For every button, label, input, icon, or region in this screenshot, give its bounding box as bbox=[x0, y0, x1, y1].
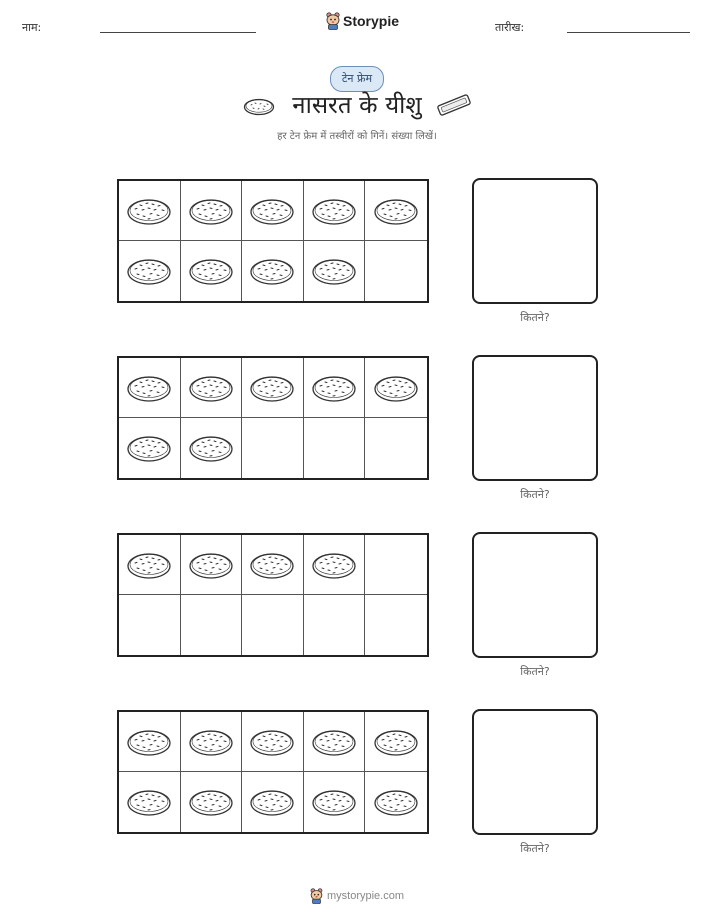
bread-icon bbox=[126, 786, 172, 818]
ten-frame-cell bbox=[365, 772, 427, 832]
bread-icon bbox=[188, 786, 234, 818]
bread-icon bbox=[373, 726, 419, 758]
brick-icon bbox=[435, 92, 473, 118]
answer-box-4[interactable] bbox=[472, 709, 598, 835]
ten-frame-cell bbox=[242, 418, 304, 478]
ten-frame-cell bbox=[181, 712, 243, 772]
date-label: तारीख: bbox=[495, 21, 525, 34]
mascot-icon bbox=[310, 888, 323, 904]
bread-icon bbox=[188, 432, 234, 464]
answer-box-1[interactable] bbox=[472, 178, 598, 304]
bread-icon bbox=[188, 255, 234, 287]
ten-frame-cell bbox=[365, 535, 427, 595]
ten-frame-cell bbox=[304, 418, 366, 478]
name-label: नाम: bbox=[22, 21, 42, 34]
ten-frame-3 bbox=[117, 533, 429, 657]
date-field[interactable] bbox=[567, 32, 690, 33]
bread-icon bbox=[126, 726, 172, 758]
ten-frame-cell bbox=[365, 358, 427, 418]
bread-icon bbox=[311, 255, 357, 287]
ten-frame-cell bbox=[181, 241, 243, 301]
ten-frame-cell bbox=[365, 181, 427, 241]
answer-prompt-4: कितने? bbox=[520, 842, 550, 855]
ten-frame-cell bbox=[119, 358, 181, 418]
ten-frame-cell bbox=[242, 712, 304, 772]
bread-icon bbox=[126, 549, 172, 581]
ten-frame-cell bbox=[181, 358, 243, 418]
ten-frame-cell bbox=[181, 418, 243, 478]
brand-name: Storypie bbox=[343, 13, 400, 29]
bread-icon bbox=[373, 195, 419, 227]
answer-prompt-3: कितने? bbox=[520, 665, 550, 678]
bread-icon bbox=[373, 786, 419, 818]
ten-frame-cell bbox=[119, 772, 181, 832]
ten-frame-cell bbox=[242, 535, 304, 595]
ten-frame-cell bbox=[119, 418, 181, 478]
ten-frame-cell bbox=[181, 772, 243, 832]
mascot-icon bbox=[326, 12, 340, 30]
name-field[interactable] bbox=[100, 32, 256, 33]
bread-icon bbox=[249, 726, 295, 758]
ten-frame-cell bbox=[181, 535, 243, 595]
ten-frame-cell bbox=[242, 772, 304, 832]
bread-icon bbox=[188, 726, 234, 758]
ten-frame-cell bbox=[181, 595, 243, 655]
ten-frame-cell bbox=[365, 712, 427, 772]
ten-frame-cell bbox=[365, 595, 427, 655]
ten-frame-cell bbox=[304, 358, 366, 418]
ten-frame-cell bbox=[119, 241, 181, 301]
ten-frame-cell bbox=[119, 181, 181, 241]
bread-icon bbox=[249, 372, 295, 404]
bread-icon bbox=[311, 549, 357, 581]
footer bbox=[0, 888, 714, 904]
bread-icon bbox=[249, 255, 295, 287]
bread-icon bbox=[188, 195, 234, 227]
bread-icon bbox=[373, 372, 419, 404]
answer-prompt-2: कितने? bbox=[520, 488, 550, 501]
ten-frame-cell bbox=[242, 595, 304, 655]
bread-icon bbox=[188, 549, 234, 581]
bread-icon bbox=[249, 786, 295, 818]
ten-frame-cell bbox=[242, 358, 304, 418]
ten-frame-cell bbox=[181, 181, 243, 241]
ten-frame-2 bbox=[117, 356, 429, 480]
page-title: नासरत के यीशु bbox=[292, 91, 422, 119]
answer-box-2[interactable] bbox=[472, 355, 598, 481]
storypie-logo bbox=[326, 12, 399, 30]
answer-box-3[interactable] bbox=[472, 532, 598, 658]
ten-frame-cell bbox=[365, 241, 427, 301]
bread-icon bbox=[249, 195, 295, 227]
ten-frame-4 bbox=[117, 710, 429, 834]
bread-icon bbox=[311, 195, 357, 227]
ten-frame-cell bbox=[119, 712, 181, 772]
ten-frame-cell bbox=[119, 535, 181, 595]
bread-icon bbox=[126, 372, 172, 404]
ten-frame-1 bbox=[117, 179, 429, 303]
ten-frame-cell bbox=[304, 712, 366, 772]
ten-frame-cell bbox=[304, 772, 366, 832]
ten-frame-cell bbox=[242, 241, 304, 301]
bread-icon bbox=[126, 195, 172, 227]
ten-frame-cell bbox=[242, 181, 304, 241]
footer-site: mystorypie.com bbox=[326, 890, 405, 902]
bread-icon bbox=[243, 96, 275, 116]
ten-frame-cell bbox=[119, 595, 181, 655]
bread-icon bbox=[249, 549, 295, 581]
ten-frame-cell bbox=[365, 418, 427, 478]
worksheet-type-badge: टेन फ्रेम bbox=[330, 66, 384, 92]
bread-icon bbox=[311, 372, 357, 404]
bread-icon bbox=[311, 786, 357, 818]
bread-icon bbox=[311, 726, 357, 758]
bread-icon bbox=[188, 372, 234, 404]
answer-prompt-1: कितने? bbox=[520, 311, 550, 324]
bread-icon bbox=[126, 432, 172, 464]
instructions: हर टेन फ्रेम में तस्वीरों को गिनें। संख्या लिखें। bbox=[277, 131, 437, 142]
ten-frame-cell bbox=[304, 181, 366, 241]
ten-frame-cell bbox=[304, 535, 366, 595]
bread-icon bbox=[126, 255, 172, 287]
ten-frame-cell bbox=[304, 595, 366, 655]
ten-frame-cell bbox=[304, 241, 366, 301]
